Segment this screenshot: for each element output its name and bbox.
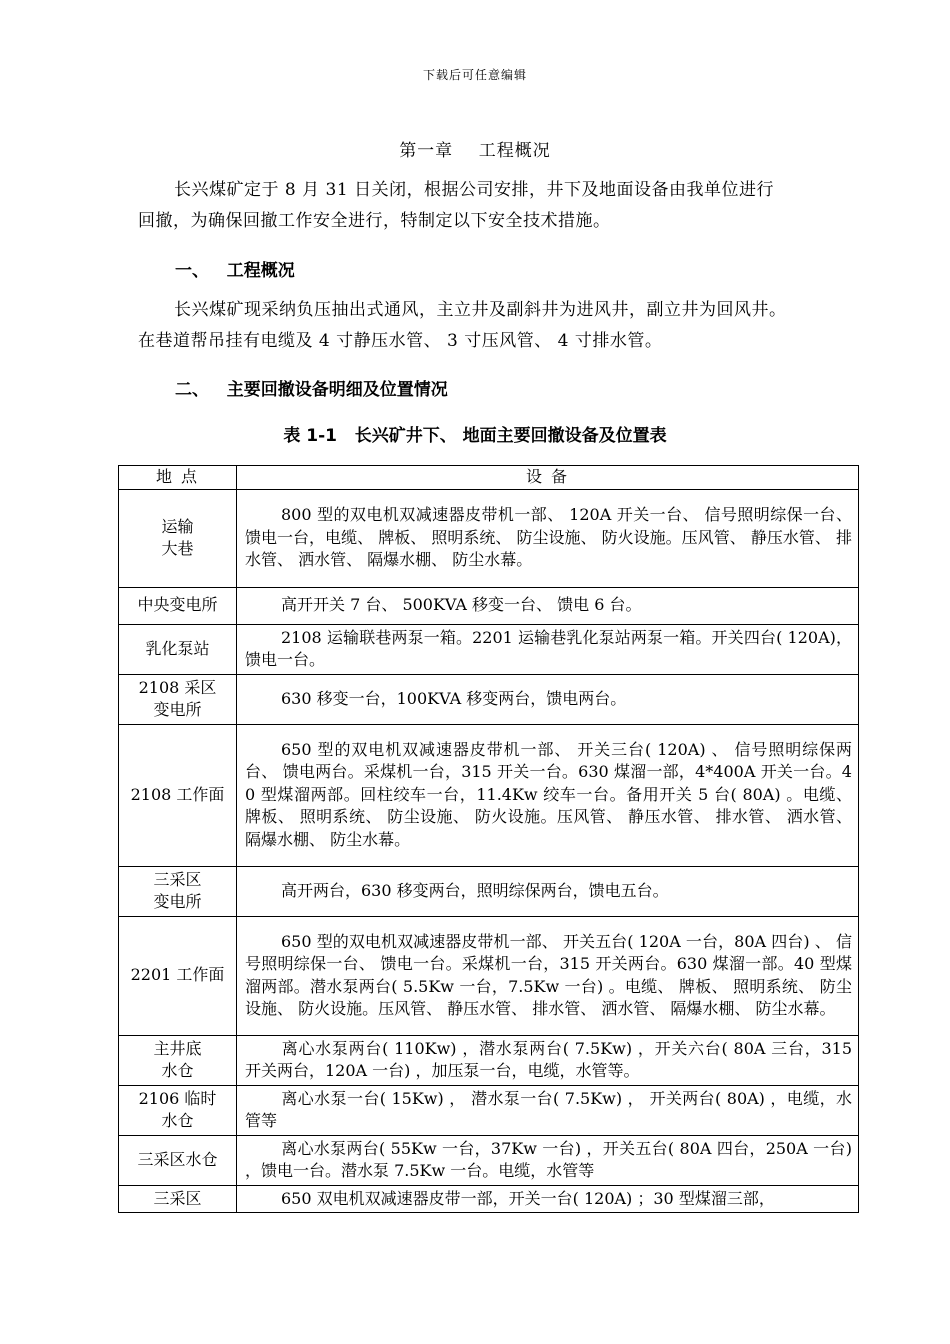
table-row [119, 624, 859, 674]
equipment-cell [237, 489, 859, 587]
equipment-text: 650 型的双电机双减速器皮带机一部、 开关三台( 120A) 、 信号照明综保两台、 馈电两台。采煤机一台，315 开关一台。630 煤溜一部，4*400A 开关一台。40 型煤溜两部。回柱绞车一台，11.4Kw 绞车一台。备用开关 5 台( 80A) 。电缆、 牌板、 照明系统、 防尘设施、 防火设施。压风管、 静压水管、 排水管、 洒水管、 隔爆水棚、 防尘水幕。 [245, 739, 852, 849]
equipment-text: 离心水泵一台( 15Kw) ， 潜水泵一台( 7.5Kw) ， 开关两台( 80A) ，电缆，水管等 [245, 1088, 852, 1130]
location-cell [119, 1085, 237, 1135]
table-row [119, 587, 859, 624]
section-1-line-2: 在巷道帮吊挂有电缆及 4 寸静压水管、 3 寸压风管、 4 寸排水管。 [138, 331, 663, 351]
location-text: 主井底 水仓 [153, 1038, 202, 1080]
table-row [119, 1135, 859, 1185]
intro-line-2: 回撤，为确保回撤工作安全进行，特制定以下安全技术措施。 [138, 211, 611, 231]
section-1-line-1: 长兴煤矿现采纳负压抽出式通风，主立井及副斜井为进风井，副立井为回风井。 [174, 300, 787, 320]
column-header-equipment: 设 备 [237, 466, 859, 490]
table-row [119, 1035, 859, 1085]
page-header-note: 下载后可任意编辑 [422, 68, 527, 82]
equipment-cell [237, 1185, 859, 1213]
table-row [119, 674, 859, 724]
location-cell [119, 866, 237, 916]
equipment-cell [237, 916, 859, 1035]
equipment-text: 离心水泵两台( 110Kw) ，潜水泵两台( 7.5Kw) ，开关六台( 80A 三台，315 开关两台，120A 一台) ，加压泵一台，电缆，水管等。 [245, 1038, 852, 1080]
table-row [119, 866, 859, 916]
location-cell [119, 1135, 237, 1185]
table-row [119, 916, 859, 1035]
location-cell [119, 724, 237, 866]
equipment-cell [237, 624, 859, 674]
column-header-location: 地 点 [119, 466, 237, 490]
location-text: 2108 采区 变电所 [138, 677, 217, 719]
equipment-cell [237, 1085, 859, 1135]
section-1-heading: 一、 工程概况 [175, 261, 295, 281]
chapter-title: 第一章 工程概况 [399, 141, 551, 161]
table-caption: 表 1-1 长兴矿井下、 地面主要回撤设备及位置表 [283, 426, 667, 446]
equipment-text: 650 型的双电机双减速器皮带机一部、 开关五台( 120A 一台，80A 四台) 、 信号照明综保一台、 馈电一台。采煤机一台，315 开关两台。630 煤溜一部。40 型煤溜两部。潜水泵两台( 5.5Kw 一台，7.5Kw 一台) 。电缆、 牌板、 照明系统、 防尘设施、 防火设施。压风管、 静压水管、 排水管、 洒水管、 隔爆水棚、 防尘水幕。 [245, 931, 852, 1018]
equipment-cell [237, 724, 859, 866]
location-text: 三采区水仓 [137, 1149, 218, 1169]
equipment-cell [237, 587, 859, 624]
table-header-row [119, 466, 859, 490]
equipment-text: 高开开关 7 台、 500KVA 移变一台、 馈电 6 台。 [281, 595, 642, 615]
location-text: 中央变电所 [137, 595, 218, 615]
location-text: 2106 临时 水仓 [138, 1088, 217, 1130]
equipment-cell [237, 674, 859, 724]
location-cell [119, 624, 237, 674]
section-1-paragraph [138, 295, 850, 357]
table-row [119, 489, 859, 587]
location-cell [119, 1185, 237, 1213]
equipment-text: 630 移变一台，100KVA 移变两台，馈电两台。 [281, 688, 627, 708]
location-cell [119, 916, 237, 1035]
location-text: 2108 工作面 [130, 784, 225, 804]
location-text: 2201 工作面 [130, 965, 225, 985]
location-text: 三采区 变电所 [153, 869, 202, 911]
equipment-cell [237, 1035, 859, 1085]
location-cell [119, 587, 237, 624]
intro-paragraph [138, 175, 850, 237]
equipment-text: 650 双电机双减速器皮带一部，开关一台( 120A) ；30 型煤溜三部， [281, 1188, 775, 1208]
equipment-table [118, 465, 859, 1213]
equipment-text: 2108 运输联巷两泵一箱。2201 运输巷乳化泵站两泵一箱。开关四台( 120A)，馈电一台。 [245, 627, 852, 669]
intro-line-1: 长兴煤矿定于 8 月 31 日关闭，根据公司安排，井下及地面设备由我单位进行 [174, 180, 775, 200]
section-2-heading: 二、 主要回撤设备明细及位置情况 [175, 380, 448, 400]
table-row [119, 1085, 859, 1135]
equipment-text: 高开两台，630 移变两台，照明综保两台，馈电五台。 [281, 880, 669, 900]
location-cell [119, 489, 237, 587]
equipment-text: 800 型的双电机双减速器皮带机一部、 120A 开关一台、 信号照明综保一台、 馈电一台，电缆、 牌板、 照明系统、 防尘设施、 防火设施。压风管、 静压水管、 排水管、 洒水管、 隔爆水棚、 防尘水幕。 [245, 505, 852, 570]
location-cell [119, 1035, 237, 1085]
table-row [119, 724, 859, 866]
equipment-cell [237, 866, 859, 916]
equipment-cell [237, 1135, 859, 1185]
table-row [119, 1185, 859, 1213]
location-text: 三采区 [153, 1188, 202, 1208]
location-text: 乳化泵站 [145, 638, 210, 658]
location-cell [119, 674, 237, 724]
location-text: 运输 大巷 [161, 516, 194, 558]
equipment-text: 离心水泵两台( 55Kw 一台，37Kw 一台) ，开关五台( 80A 四台，250A 一台) ，馈电一台。潜水泵 7.5Kw 一台。电缆，水管等 [245, 1138, 852, 1180]
